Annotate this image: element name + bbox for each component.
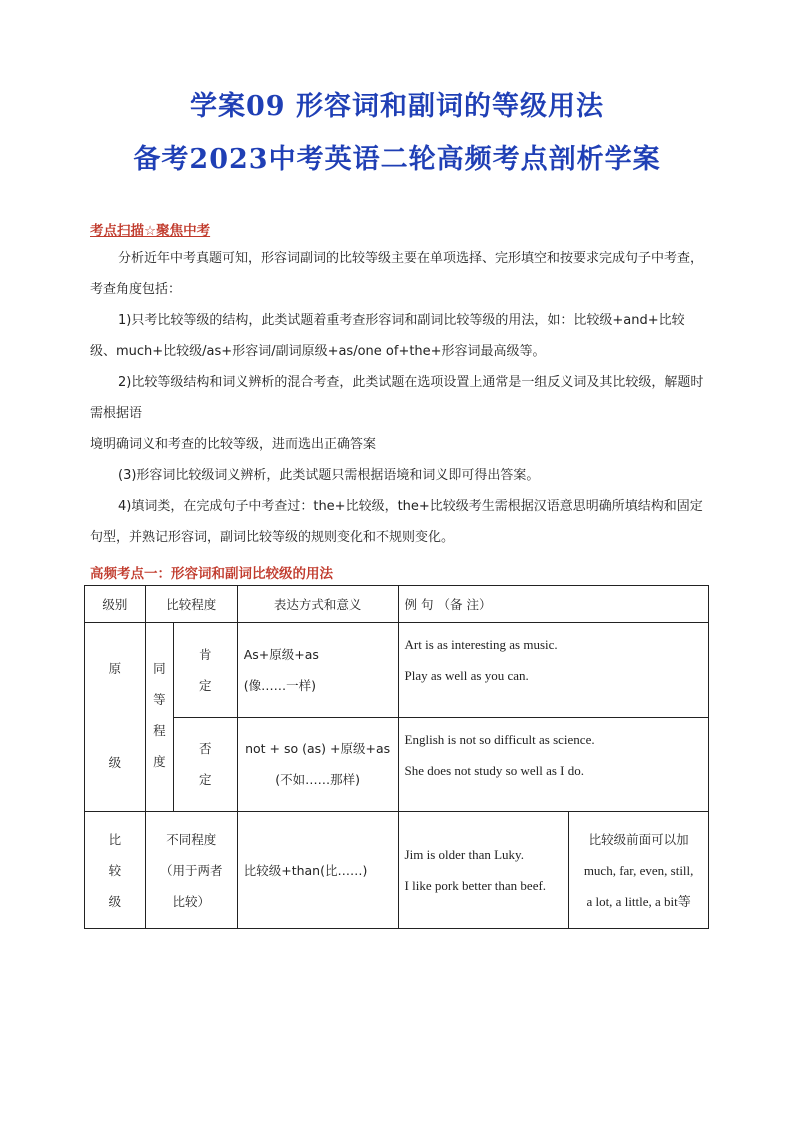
table-row [85, 812, 709, 929]
header-expression: 表达方式和意义 [237, 586, 398, 623]
paragraph-point-2: 2)比较等级结构和词义辨析的混合考查，此类试题在选项设置上通常是一组反义词及其比较级，解题时需根据语 [90, 375, 704, 421]
affirm-formula: As+原级+as [243, 646, 319, 662]
grade-usage-table [84, 585, 709, 929]
paragraph-point-1: 1)只考比较等级的结构，此类试题着重考查形容词和副词比较等级的用法，如：比较级+and+比较级、much+比较级/as+形容词/副词原级+as/one of+the+形容词最高级等。 [90, 313, 685, 359]
negate-expression [237, 717, 398, 812]
degree-different [145, 812, 237, 929]
comparative-note [569, 812, 709, 929]
negate-cell [173, 717, 237, 812]
level-positive-bottom: 级 [108, 755, 122, 770]
affirm-examples [398, 623, 708, 718]
affirm-example-2: Play as well as you can. [404, 668, 529, 683]
comparative-note-line-3: a lot, a little, a bit等 [586, 893, 691, 909]
section-heading-scan: 考点扫描☆聚焦中考 [90, 223, 211, 239]
comparative-expression: 比较级+than(比……) [237, 812, 398, 929]
table-header-row [85, 586, 709, 623]
affirm-meaning: (像……一样) [243, 677, 316, 693]
degree-different-line-3: 比较） [172, 893, 211, 909]
negate-meaning: (不如……那样) [275, 772, 361, 788]
paragraph-point-4: 4)填词类，在完成句子中考查过：the+比较级，the+比较级考生需根据汉语意思明确所填结构和固定句型，并熟记形容词，副词比较等级的规则变化和不规则变化。 [90, 499, 703, 545]
affirm-label: 肯定 [199, 646, 212, 693]
paragraph-point-2-cont: 境明确词义和考查的比较等级，进而选出正确答案 [90, 437, 377, 452]
table-row [85, 717, 709, 812]
degree-different-line-2: （用于两者 [160, 862, 223, 878]
affirm-example-1: Art is as interesting as music. [404, 637, 558, 652]
title-line-2: 备考2023中考英语二轮高频考点剖析学案 [133, 144, 661, 175]
degree-different-line-1: 不同程度 [166, 831, 217, 847]
paragraph-point-3: (3)形容词比较级词义辨析，此类试题只需根据语境和词义即可得出答案。 [118, 468, 540, 483]
affirm-expression [237, 623, 398, 718]
negate-formula: not + so (as) +原级+as [245, 741, 391, 757]
negate-label: 否定 [199, 741, 212, 788]
comparative-example-1: Jim is older than Luky. [404, 847, 524, 862]
header-level: 级别 [85, 586, 146, 623]
title-line-1: 学案09 形容词和副词的等级用法 [190, 91, 604, 122]
level-positive-top: 原 [108, 661, 122, 676]
negate-example-2: She does not study so well as I do. [404, 762, 585, 778]
negate-examples [398, 717, 708, 812]
degree-equal [145, 623, 173, 812]
degree-equal-text: 同等程度 [153, 661, 166, 769]
level-comparative-text: 比较级 [108, 831, 122, 909]
table-row [85, 623, 709, 718]
comparative-examples [398, 812, 569, 929]
negate-example-1: English is not so difficult as science. [404, 731, 595, 747]
section-heading-frequent-1: 高频考点一：形容词和副词比较级的用法 [90, 566, 333, 582]
comparative-note-line-1: 比较级前面可以加 [588, 831, 689, 847]
affirm-cell [173, 623, 237, 718]
paragraph-intro: 分析近年中考真题可知，形容词副词的比较等级主要在单项选择、完形填空和按要求完成句子中考查，考查角度包括： [90, 251, 704, 297]
level-positive [85, 623, 146, 812]
header-degree: 比较程度 [145, 586, 237, 623]
comparative-note-line-2: much, far, even, still, [583, 862, 694, 878]
level-comparative [85, 812, 146, 929]
header-examples: 例 句 （备 注） [398, 586, 708, 623]
comparative-example-2: I like pork better than beef. [404, 878, 547, 893]
